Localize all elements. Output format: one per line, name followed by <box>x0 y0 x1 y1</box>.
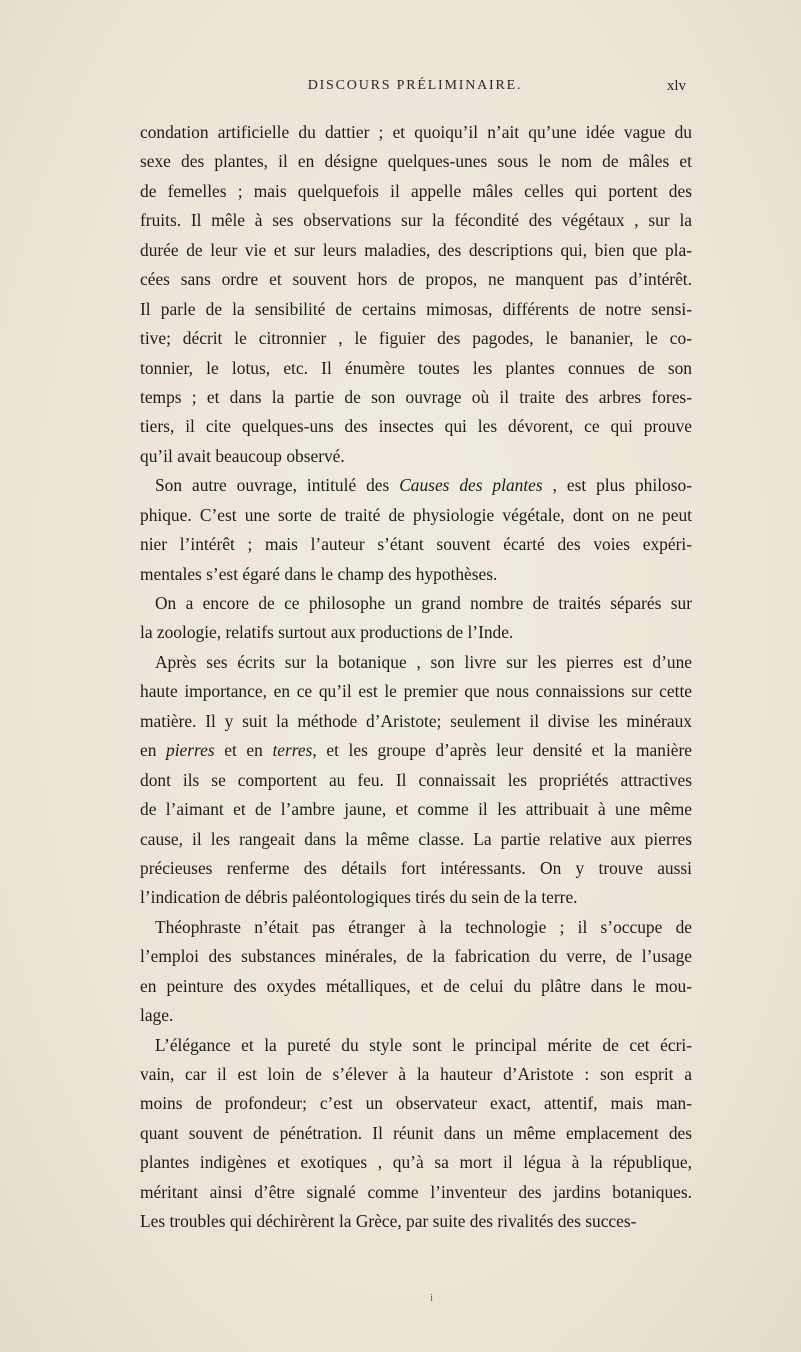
text-line: de l’aimant et de l’ambre jaune, et comme il les attribuait à une même <box>140 799 692 820</box>
text-line: tiers, il cite quelques-uns des insectes qui les dévorent, ce qui prouve <box>140 416 692 437</box>
text-line: Les troubles qui déchirèrent la Grèce, par suite des rivalités des succes- <box>140 1211 637 1232</box>
text-line: Théophraste n’était pas étranger à la technologie ; il s’occupe de <box>155 916 692 937</box>
text-line: dont ils se comportent au feu. Il connaissait les propriétés attractives <box>140 769 692 790</box>
text-line: On a encore de ce philosophe un grand nombre de traités séparés sur <box>155 593 692 613</box>
paragraph <box>140 471 692 589</box>
text-line: en peinture des oxydes métalliques, et de celui du plâtre dans le mou- <box>140 975 692 996</box>
text-line: matière. Il y suit la méthode d’Aristote; seulement il divise les minéraux <box>140 710 692 731</box>
text-line: nier l’intérêt ; mais l’auteur s’étant souvent écarté des voies expéri- <box>140 534 692 555</box>
text-line: Son autre ouvrage, intitulé des Causes des plantes , est plus philoso- <box>155 475 692 496</box>
text-line: L’élégance et la pureté du style sont le principal mérite de cet écri- <box>155 1034 692 1055</box>
text-line: mentales s’est égaré dans le champ des hypothèses. <box>140 563 498 584</box>
paragraph <box>140 589 692 648</box>
text-line: haute importance, en ce qu’il est le premier que nous connaissions sur cette <box>140 681 692 702</box>
signature-mark: i <box>430 1292 434 1304</box>
text-line: qu’il avait beaucoup observé. <box>140 445 345 466</box>
text-line: Après ses écrits sur la botanique , son livre sur les pierres est d’une <box>155 651 692 672</box>
text-line: temps ; et dans la partie de son ouvrage où il traite des arbres fores- <box>140 386 692 407</box>
text-line: tonnier, le lotus, etc. Il énumère toutes les plantes connues de son <box>140 357 692 378</box>
text-line: moins de profondeur; c’est un observateur exact, attentif, mais man- <box>140 1093 692 1114</box>
text-line: lage. <box>140 1005 174 1026</box>
text-line: la zoologie, relatifs surtout aux productions de l’Inde. <box>140 622 514 643</box>
running-head: DISCOURS PRÉLIMINAIRE. <box>307 78 523 93</box>
paragraph <box>140 118 692 471</box>
text-line: cause, il les rangeait dans la même classe. La partie relative aux pierres <box>140 828 692 849</box>
text-line: cées sans ordre et souvent hors de propos, ne manquent pas d’intérêt. <box>140 269 692 290</box>
text-line: Il parle de la sensibilité de certains mimosas, différents de notre sensi- <box>140 298 692 319</box>
text-line: de femelles ; mais quelquefois il appelle mâles celles qui portent des <box>140 180 692 201</box>
text-line: plantes indigènes et exotiques , qu’à sa mort il légua à la république, <box>140 1152 692 1173</box>
text-line: tive; décrit le citronnier , le figuier des pagodes, le bananier, le co- <box>140 328 692 349</box>
paragraph <box>140 913 692 1031</box>
text-line: durée de leur vie et sur leurs maladies, des descriptions qui, bien que pla- <box>140 239 692 260</box>
text-line: précieuses renferme des détails fort intéressants. On y trouve aussi <box>140 857 692 878</box>
body-text <box>140 118 692 1237</box>
text-line: sexe des plantes, il en désigne quelques-unes sous le nom de mâles et <box>140 151 692 172</box>
text-line: vain, car il est loin de s’élever à la hauteur d’Aristote : son esprit a <box>140 1064 692 1084</box>
paragraph <box>140 1031 692 1237</box>
page-header <box>140 78 690 98</box>
text-line: phique. C’est une sorte de traité de physiologie végétale, dont on ne peut <box>140 504 692 525</box>
text-line: fruits. Il mêle à ses observations sur la fécondité des végétaux , sur la <box>140 210 692 231</box>
text-line: en pierres et en terres, et les groupe d’après leur densité et la manière <box>140 740 692 761</box>
text-line: l’indication de débris paléontologiques tirés du sein de la terre. <box>140 887 578 908</box>
text-line: quant souvent de pénétration. Il réunit dans un même emplacement des <box>140 1122 692 1143</box>
text-line: l’emploi des substances minérales, de la fabrication du verre, de l’usage <box>140 946 692 967</box>
text-line: condation artificielle du dattier ; et quoiqu’il n’ait qu’une idée vague du <box>140 122 692 142</box>
text-line: méritant ainsi d’être signalé comme l’inventeur des jardins botaniques. <box>140 1181 692 1202</box>
paragraph <box>140 648 692 913</box>
page-number: xlv <box>666 78 686 94</box>
